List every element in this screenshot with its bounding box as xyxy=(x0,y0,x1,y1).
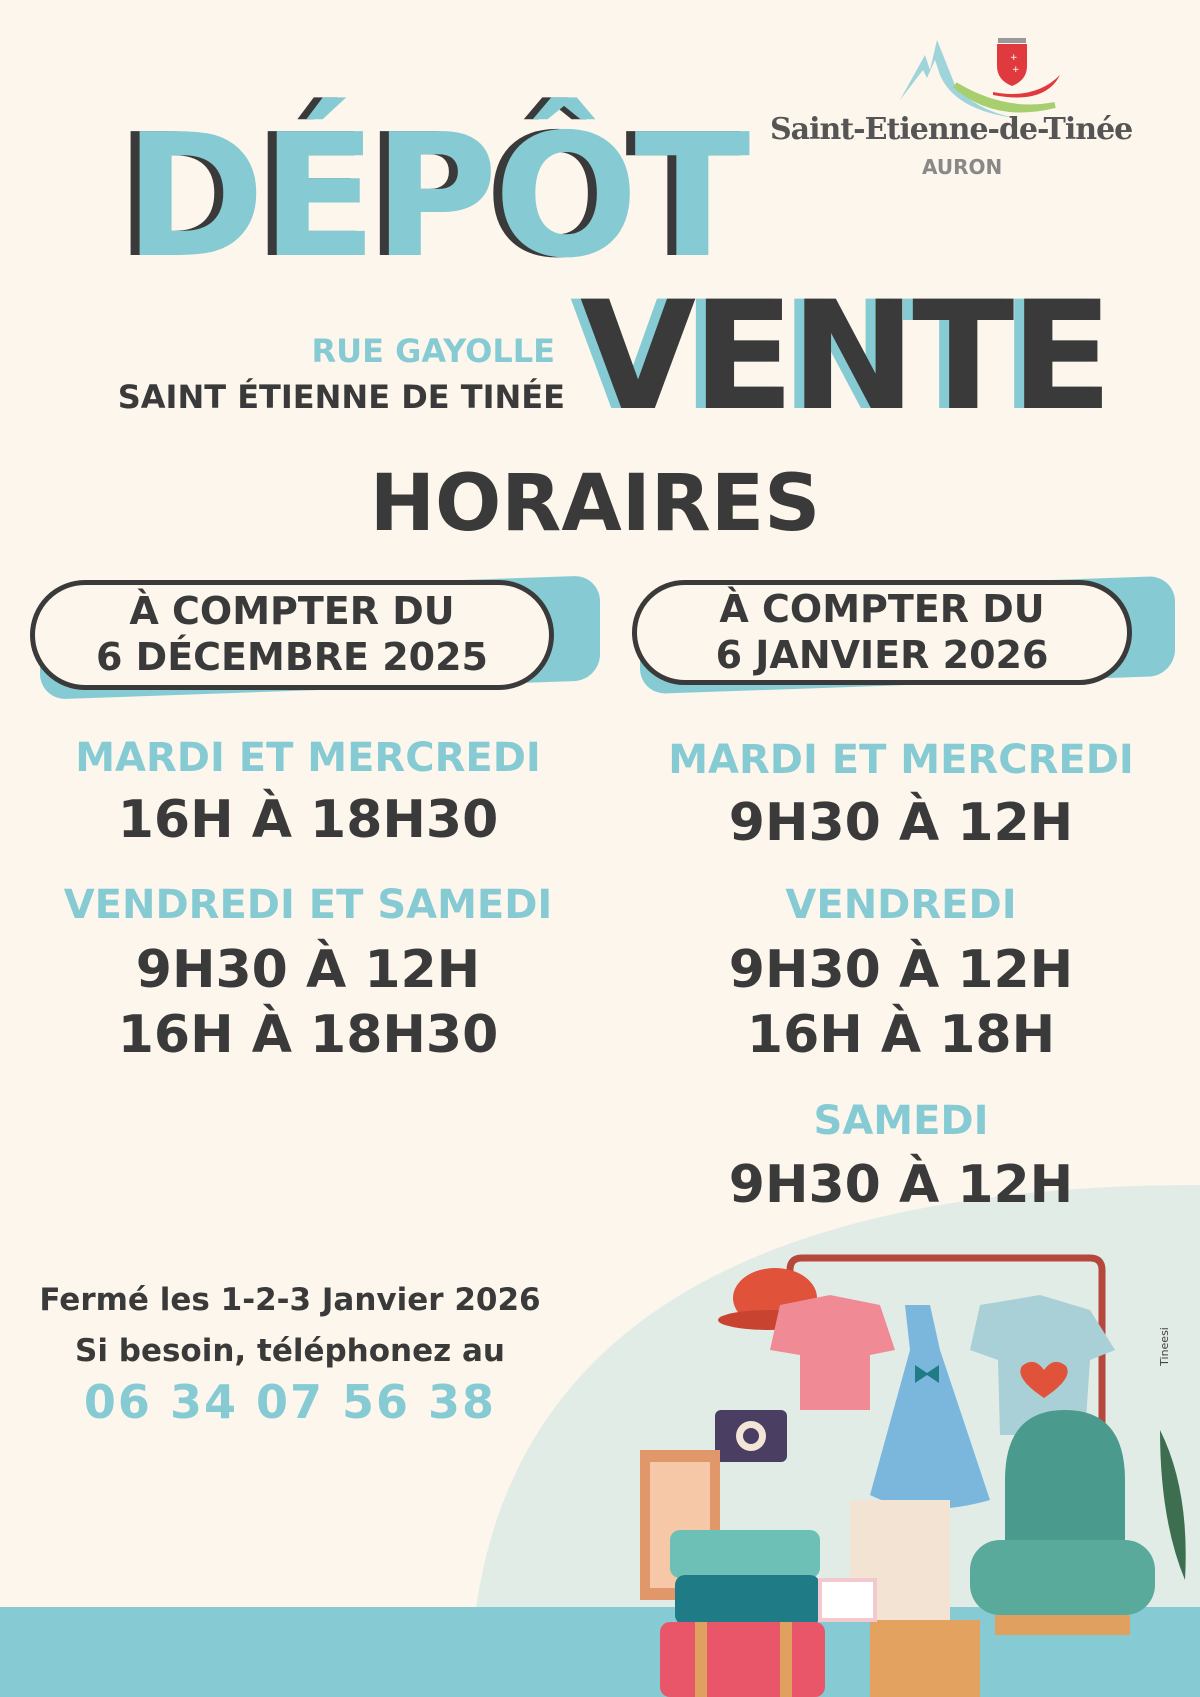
address-town: SAINT ÉTIENNE DE TINÉE xyxy=(117,378,565,416)
phone-number[interactable]: 06 34 07 56 38 xyxy=(83,1375,497,1429)
period-label-line2: 6 DÉCEMBRE 2025 xyxy=(95,635,488,679)
slot-time: 9H30 À 12H xyxy=(728,793,1074,853)
slot-days: VENDREDI ET SAMEDI xyxy=(63,882,553,928)
period-badge xyxy=(30,580,554,690)
slot-time: 9H30 À 12H xyxy=(728,940,1074,1000)
slot-time: 16H À 18H30 xyxy=(117,790,499,850)
slot-days: MARDI ET MERCREDI xyxy=(75,735,541,781)
pink-shirt-icon xyxy=(770,1295,895,1410)
period-label-line2: 6 JANVIER 2026 xyxy=(715,632,1049,677)
slot-time: 9H30 À 12H xyxy=(135,940,481,1000)
slot-days: SAMEDI xyxy=(813,1098,989,1144)
book-stack-icon xyxy=(820,1580,875,1620)
slot-time: 9H30 À 12H xyxy=(728,1155,1074,1215)
schedule-heading: HORAIRES xyxy=(369,459,821,549)
slot-time: 16H À 18H30 xyxy=(117,1005,499,1065)
armchair-icon xyxy=(970,1410,1155,1635)
period-badge xyxy=(632,580,1132,685)
title-vente: VENTE xyxy=(580,270,1109,444)
call-notice: Si besoin, téléphonez au xyxy=(75,1333,505,1369)
svg-text:+: + xyxy=(1012,65,1020,75)
mountain-emblem-icon xyxy=(765,30,1185,120)
period-label-line1: À COMPTER DU xyxy=(129,589,455,634)
address-street: RUE GAYOLLE xyxy=(311,332,555,370)
plant-icon xyxy=(1160,1430,1186,1580)
slot-days: VENDREDI xyxy=(785,882,1017,928)
svg-text:+: + xyxy=(1010,53,1018,63)
credit-text: Tineesi xyxy=(1157,1327,1171,1366)
town-logo xyxy=(765,30,1185,180)
logo-town-name: Saint-Etienne-de-Tinée xyxy=(770,112,1133,147)
closed-notice: Fermé les 1-2-3 Janvier 2026 xyxy=(39,1282,541,1318)
slot-days: MARDI ET MERCREDI xyxy=(668,737,1134,783)
camera-icon xyxy=(715,1410,787,1462)
period-label-line1: À COMPTER DU xyxy=(719,586,1045,631)
slot-time: 16H À 18H xyxy=(746,1005,1056,1065)
title-depot: DÉPÔT xyxy=(124,98,747,296)
secondhand-items-illustration xyxy=(620,1250,1200,1697)
logo-resort-name: AURON xyxy=(922,155,1003,179)
suitcases-icon xyxy=(660,1530,825,1697)
